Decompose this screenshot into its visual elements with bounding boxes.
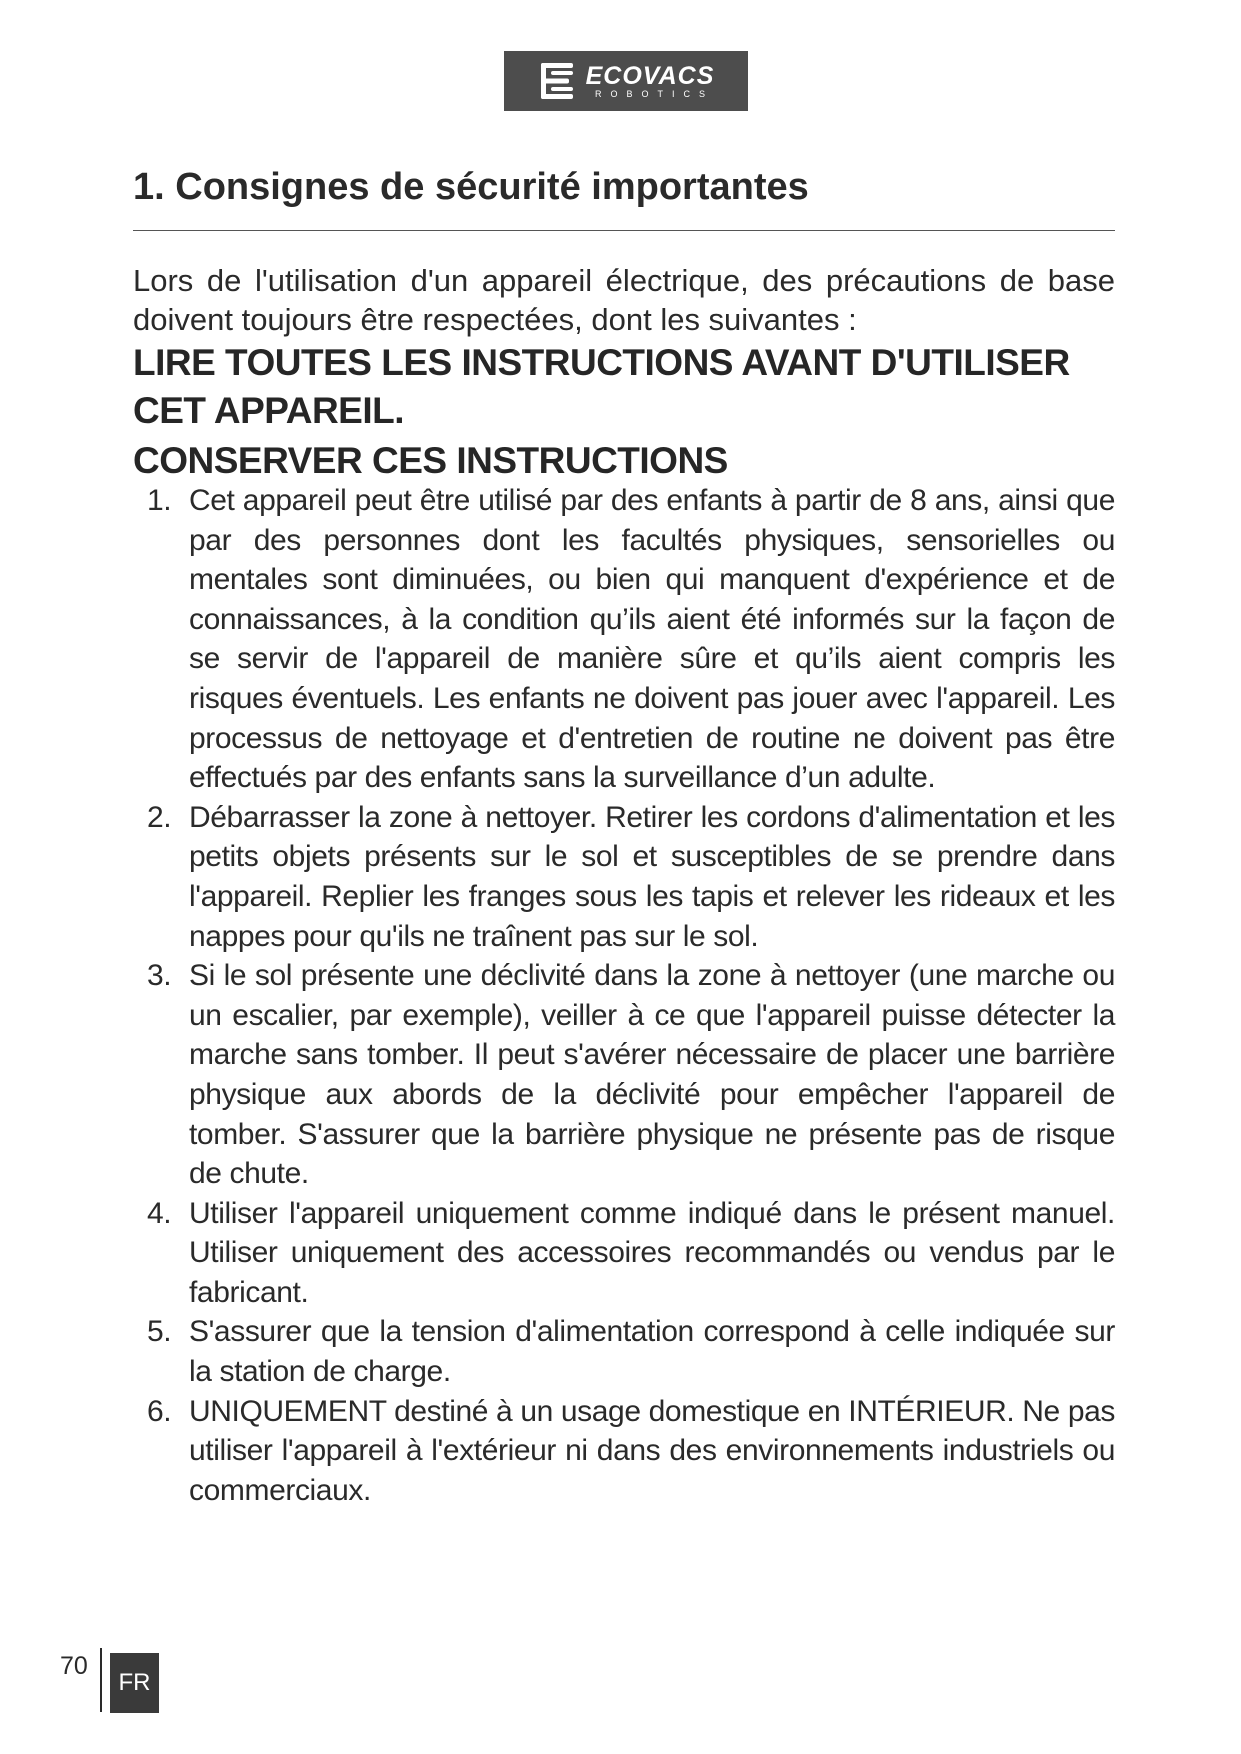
language-tag: FR: [110, 1653, 159, 1713]
item-number: 2.: [147, 800, 172, 834]
item-number: 3.: [147, 959, 172, 993]
list-item: [147, 1392, 1115, 1511]
list-item: [147, 798, 1115, 956]
section-title: 1. Consignes de sécurité importantes: [133, 166, 809, 208]
warning-keep-instructions: CONSERVER CES INSTRUCTIONS: [133, 440, 728, 481]
item-text: S'assurer que la tension d'alimentation correspond à celle indiquée sur la station de charge.: [189, 1315, 1115, 1389]
item-number: 1.: [147, 484, 172, 517]
item-text: UNIQUEMENT destiné à un usage domestique en INTÉRIEUR. Ne pas utiliser l'appareil à l'extérieur ni dans des environnements industriels ou commerciaux.: [189, 1394, 1115, 1507]
item-number: 6.: [147, 1394, 172, 1428]
item-text: Si le sol présente une déclivité dans la zone à nettoyer (une marche ou un escalier, par exemple), veiller à ce que l'appareil puisse détecter la marche sans tomber. Il peut s'avérer nécessaire de placer une barrière physique aux abords de la déclivité pour empêcher l'appareil de tomber. S'assurer que la barrière physique ne présente pas de risque de chute.: [189, 959, 1115, 1191]
title-divider: [133, 230, 1115, 231]
item-text: Débarrasser la zone à nettoyer. Retirer les cordons d'alimentation et les petits objets présents sur le sol et susceptibles de se prendre dans l'appareil. Replier les franges sous les tapis et relever les rideaux et les nappes pour qu'ils ne traînent pas sur le sol.: [189, 800, 1115, 953]
footer-divider: [100, 1648, 102, 1712]
item-text: Utiliser l'appareil uniquement comme indiqué dans le présent manuel. Utiliser uniquement des accessoires recommandés ou vendus par le fabricant.: [189, 1196, 1115, 1309]
list-item: [147, 956, 1115, 1194]
warning-read-instructions: LIRE TOUTES LES INSTRUCTIONS AVANT D'UTILISER CET APPAREIL.: [133, 342, 1070, 431]
list-item: [147, 1194, 1115, 1313]
item-number: 5.: [147, 1315, 172, 1349]
logo-subtitle-text: ROBOTICS: [594, 89, 714, 99]
ecovacs-logo-icon: [538, 59, 578, 103]
list-item: [147, 1312, 1115, 1391]
logo-brand-text: ECOVACS: [585, 62, 715, 90]
item-number: 4.: [147, 1196, 172, 1230]
list-item: [147, 481, 1115, 798]
item-text: Cet appareil peut être utilisé par des enfants à partir de 8 ans, ainsi que par des personnes dont les facultés physiques, sensorielles ou mentales sont diminuées, ou bien qui manquent d'expérience et de connaissances, à la condition qu’ils aient été informés sur la façon de se servir de l'appareil de manière sûre et qu’ils aient compris les risques éventuels. Les enfants ne doivent pas jouer avec l'appareil. Les processus de nettoyage et d'entretien de routine ne doivent pas être effectués par des enfants sans la surveillance d’un adulte.: [189, 484, 1115, 795]
brand-logo: [504, 51, 748, 111]
page-number: 70: [60, 1652, 88, 1680]
logo-wordmark: [586, 63, 715, 99]
intro-paragraph: Lors de l'utilisation d'un appareil électrique, des précautions de base doivent toujours être respectées, dont les suivantes :: [133, 263, 1115, 337]
safety-instructions-list: [147, 481, 1115, 1510]
